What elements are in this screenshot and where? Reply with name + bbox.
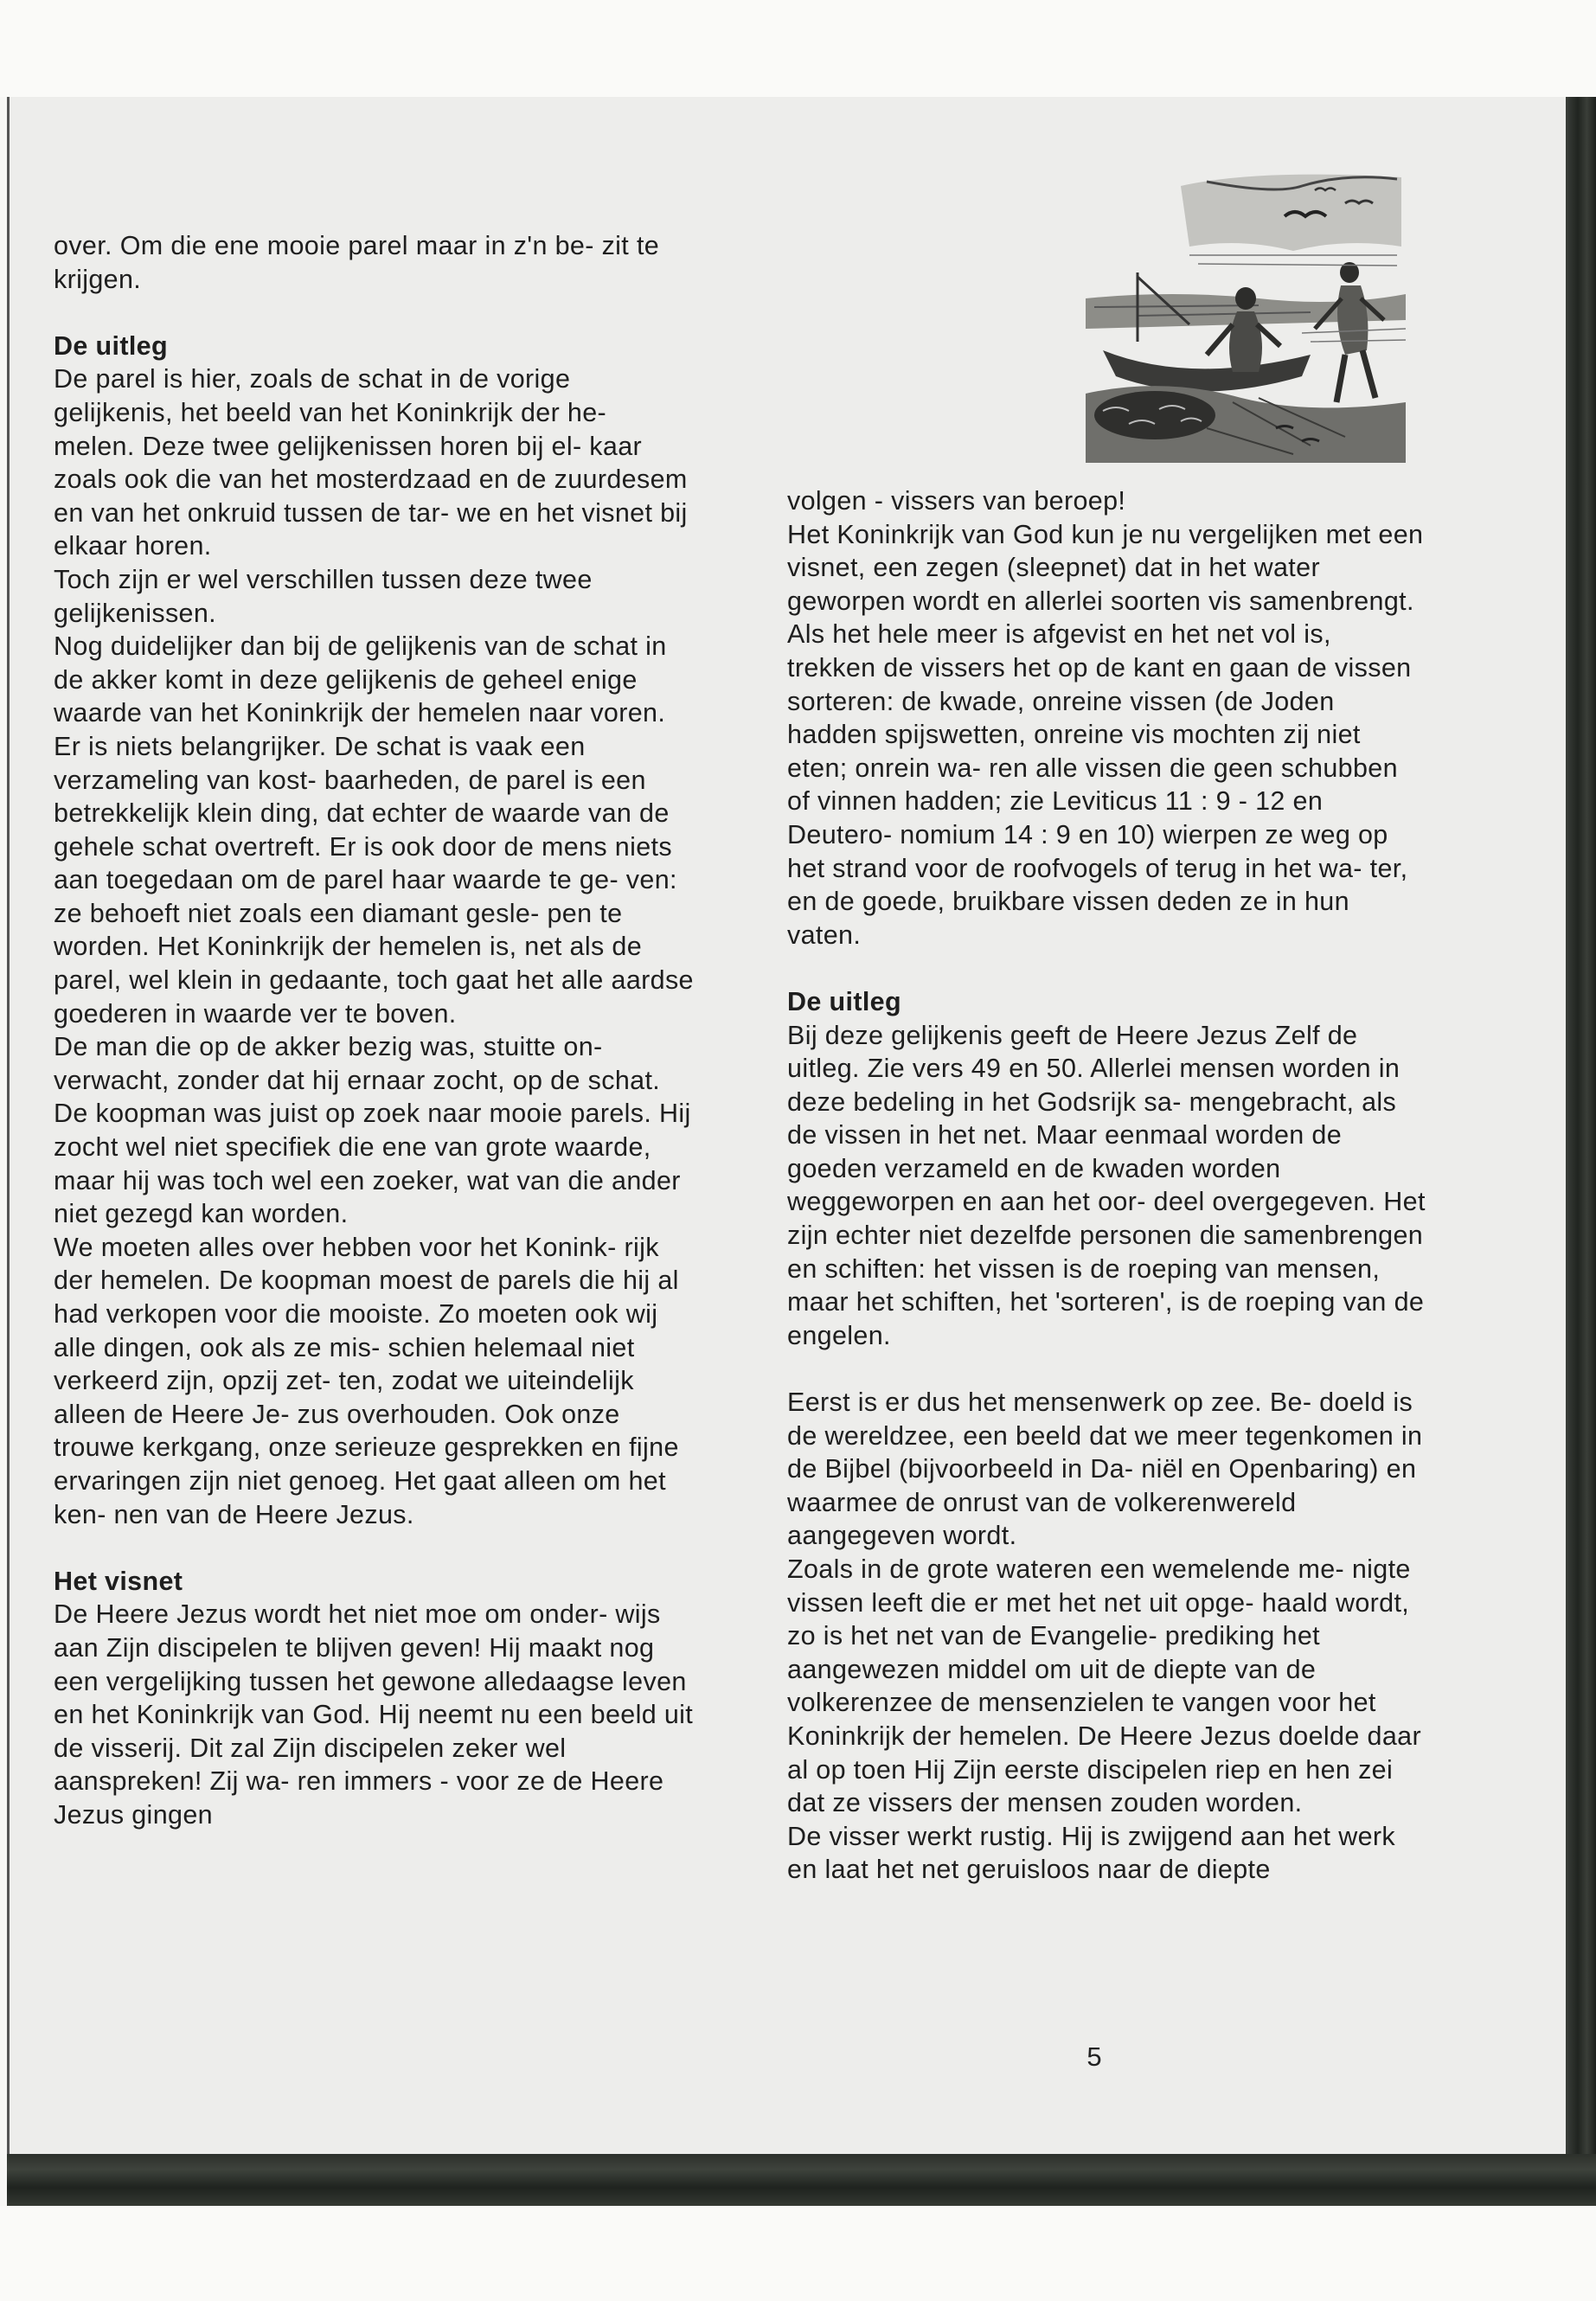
spacer (787, 1352, 1427, 1386)
paragraph: Bij deze gelijkenis geeft de Heere Jezus Zelf de uitleg. Zie vers 49 en 50. Allerlei mensen worden in deze bedeling in het Godsrijk sa- mengebracht, als de vissen in het net. Maar eenmaal worden de goeden verzameld en de kwaden worden weggeworpen en aan het oor- deel overgegeven. Het zijn echter niet dezelfde personen die samenbrengen en schiften: het vissen is de roeping van mensen, maar het schiften, het 'sorteren', is de roeping van de engelen. (787, 1020, 1426, 1350)
paragraph: De parel is hier, zoals de schat in de vorige gelijkenis, het beeld van het Koninkrijk der he- melen. Deze twee gelijkenissen horen bij el- kaar zoals ook die van het mosterdzaad en de zuurdesem en van het onkruid tussen de tar- we en het visnet bij elkaar horen. (54, 364, 688, 561)
scan-margin-top (0, 0, 1596, 97)
paragraph: We moeten alles over hebben voor het Konink- rijk der hemelen. De koopman moest de parels die hij al had verkopen voor die mooiste. Zo moeten ook wij alle dingen, ook als ze mis- schien helemaal niet verkeerd zijn, opzij zet- ten, zodat we uiteindelijk alleen de Heere Je- zus overhouden. Ook onze trouwe kerkgang, onze serieuze gesprekken en fijne ervaringen zijn niet genoeg. Het gaat alleen om het ken- nen van de Heere Jezus. (54, 1232, 679, 1529)
paragraph: Toch zijn er wel verschillen tussen deze twee gelijkenissen. (54, 564, 593, 628)
spacer (787, 952, 1427, 985)
spacer (54, 296, 694, 330)
book-cover-edge-right (1566, 97, 1596, 2199)
paragraph: Het Koninkrijk van God kun je nu vergelijken met een visnet, een zegen (sleepnet) dat in het water geworpen wordt en allerlei soorten vis samenbrengt. Als het hele meer is afgevist en het net vol is, trekken de vissers het op de kant en gaan de vissen sorteren: de kwade, onreine vissen (de Joden hadden spijswetten, onreine vis mochten zij niet eten; onrein wa- ren alle vissen die geen schubben of vinnen hadden; zie Leviticus 11 : 9 - 12 en Deutero- nomium 14 : 9 en 10) wierpen ze weg op het strand voor de roofvogels of terug in het wa- ter, en de goede, bruikbare vissen deden ze in hun vaten. (787, 519, 1424, 950)
page-number: 5 (1086, 2041, 1102, 2072)
heading-het-visnet: Het visnet (54, 1566, 183, 1596)
fishermen-illustration (1086, 169, 1406, 463)
left-text-column (54, 229, 694, 1832)
paragraph: Nog duidelijker dan bij de gelijkenis van de schat in de akker komt in deze gelijkenis de geheel enige waarde van het Koninkrijk der hemelen naar voren. Er is niets belangrijker. De schat is vaak een verzameling van kost- baarheden, de parel is een betrekkelijk klein ding, dat echter de waarde van de gehele schat overtreft. Er is ook door de mens niets aan toegedaan om de parel haar waarde te ge- ven: ze behoeft niet zoals een diamant gesle- pen te worden. Het Koninkrijk der hemelen is, net als de parel, wel klein in gedaante, toch gaat het alle aardse goederen in waarde ver te boven. (54, 631, 694, 1029)
paragraph: Zoals in de grote wateren een wemelende me- nigte vissen leeft die er met het net uit opge- haald wordt, zo is het net van de Evangelie- prediking het aangewezen middel om uit de diepte van de volkerenzee de mensenzielen te vangen voor het Koninkrijk der hemelen. De Heere Jezus doelde daar al op toen Hij Zijn eerste discipelen riep en hen zei dat ze vissers der mensen zouden worden. (787, 1554, 1421, 1818)
right-text-column (787, 484, 1427, 1887)
paragraph: over. Om die ene mooie parel maar in z'n be- zit te krijgen. (54, 231, 660, 294)
paragraph: De Heere Jezus wordt het niet moe om onder- wijs aan Zijn discipelen te blijven geven! Hij maakt nog een vergelijking tussen het gewone alledaagse leven en het Koninkrijk van God. Hij neemt nu een beeld uit de visserij. Dit zal Zijn discipelen zeker wel aanspreken! Zij wa- ren immers - voor ze de Heere Jezus gingen (54, 1599, 694, 1830)
heading-de-uitleg: De uitleg (787, 986, 901, 1016)
heading-de-uitleg: De uitleg (54, 330, 168, 361)
paragraph: De man die op de akker bezig was, stuitte on- verwacht, zonder dat hij ernaar zocht, op de schat. De koopman was juist op zoek naar mooie parels. Hij zocht wel niet specifiek die ene van grote waarde, maar hij was toch wel een zoeker, wat van die ander niet gezegd kan worden. (54, 1032, 691, 1229)
spacer (54, 1531, 694, 1565)
paragraph: De visser werkt rustig. Hij is zwijgend aan het werk en laat het net geruisloos naar de diepte (787, 1821, 1395, 1885)
scan-margin-bottom (0, 2206, 1596, 2301)
book-cover-edge-bottom (7, 2154, 1596, 2206)
paragraph: Eerst is er dus het mensenwerk op zee. Be- doeld is de wereldzee, een beeld dat we meer tegenkomen in de Bijbel (bijvoorbeeld in Da- niël en Openbaring) en waarmee de onrust van de volkerenwereld aangegeven wordt. (787, 1388, 1423, 1551)
paragraph: volgen - vissers van beroep! (787, 486, 1126, 516)
